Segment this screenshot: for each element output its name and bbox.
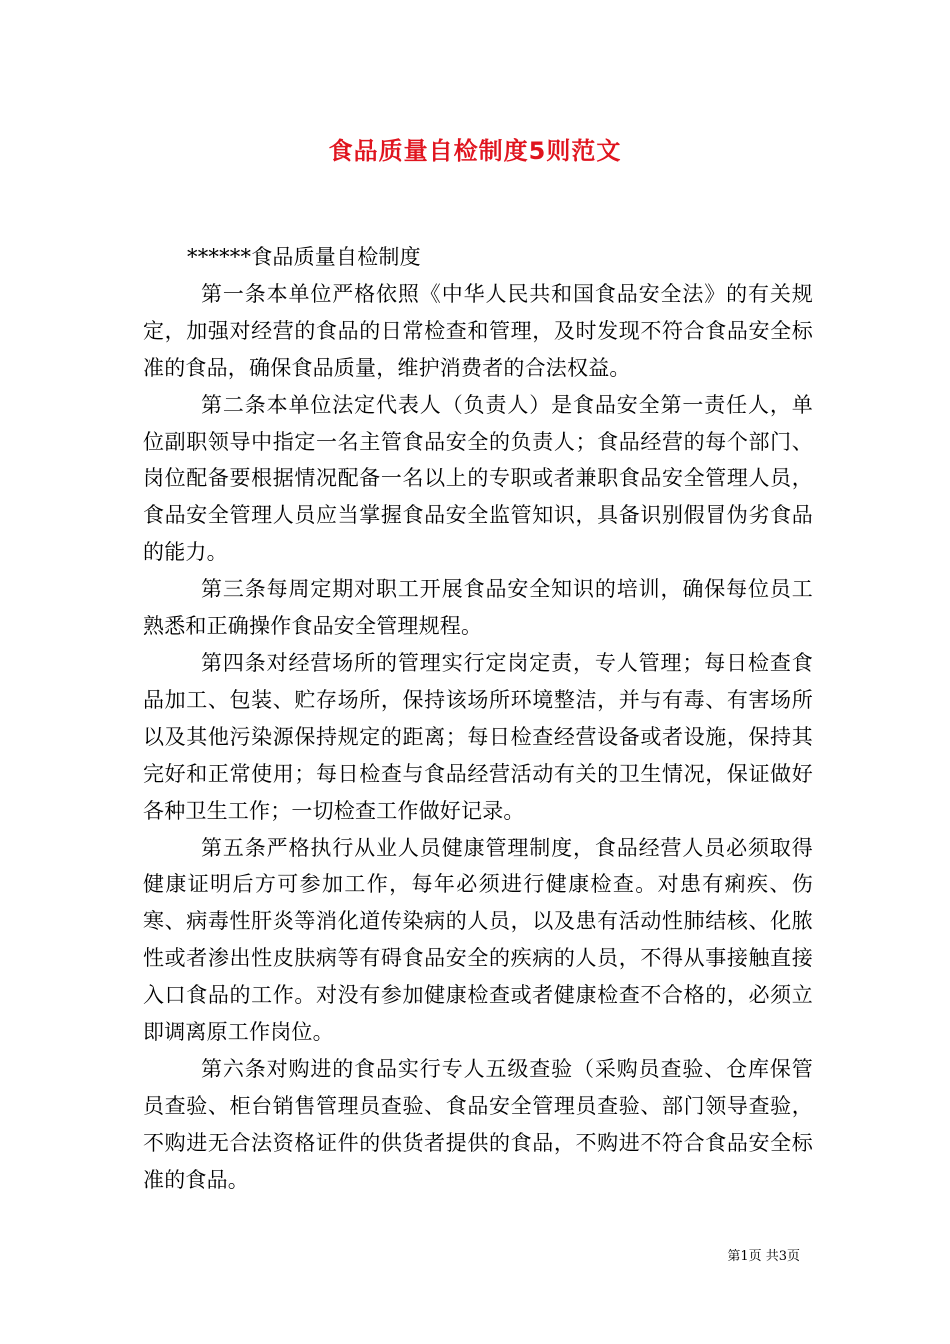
paragraph-article-1: 第一条本单位严格依照《中华人民共和国食品安全法》的有关规定，加强对经营的食品的日常检查和管理，及时发现不符合食品安全标准的食品，确保食品质量，维护消费者的合法权益。: [143, 281, 813, 380]
paragraph-article-2: 第二条本单位法定代表人（负责人）是食品安全第一责任人，单位副职领导中指定一名主管食品安全的负责人；食品经营的每个部门、岗位配备要根据情况配备一名以上的专职或者兼职食品安全管理人员，食品安全管理人员应当掌握食品安全监管知识，具备识别假冒伪劣食品的能力。: [143, 392, 813, 565]
document-title: 食品质量自检制度5则范文: [328, 137, 622, 165]
paragraph-article-3: 第三条每周定期对职工开展食品安全知识的培训，确保每位员工熟悉和正确操作食品安全管理规程。: [143, 577, 813, 639]
document-body: [143, 239, 813, 1199]
paragraph-article-5: 第五条严格执行从业人员健康管理制度，食品经营人员必须取得健康证明后方可参加工作，每年必须进行健康检查。对患有痢疾、伤寒、病毒性肝炎等消化道传染病的人员，以及患有活动性肺结核、化脓性或者渗出性皮肤病等有碍食品安全的疾病的人员，不得从事接触直接入口食品的工作。对没有参加健康检查或者健康检查不合格的，必须立即调离原工作岗位。: [143, 835, 813, 1045]
page-number-footer: 第1页 共3页: [727, 1249, 800, 1264]
paragraph-article-6: 第六条对购进的食品实行专人五级查验（采购员查验、仓库保管员查验、柜台销售管理员查验、食品安全管理员查验、部门领导查验，不购进无合法资格证件的供货者提供的食品，不购进不符合食品安全标准的食品。: [143, 1056, 813, 1192]
paragraph-article-4: 第四条对经营场所的管理实行定岗定责，专人管理；每日检查食品加工、包装、贮存场所，保持该场所环境整洁，并与有毒、有害场所以及其他污染源保持规定的距离；每日检查经营设备或者设施，保持其完好和正常使用；每日检查与食品经营活动有关的卫生情况，保证做好各种卫生工作；一切检查工作做好记录。: [143, 650, 813, 823]
section-heading: ******食品质量自检制度: [187, 245, 421, 269]
